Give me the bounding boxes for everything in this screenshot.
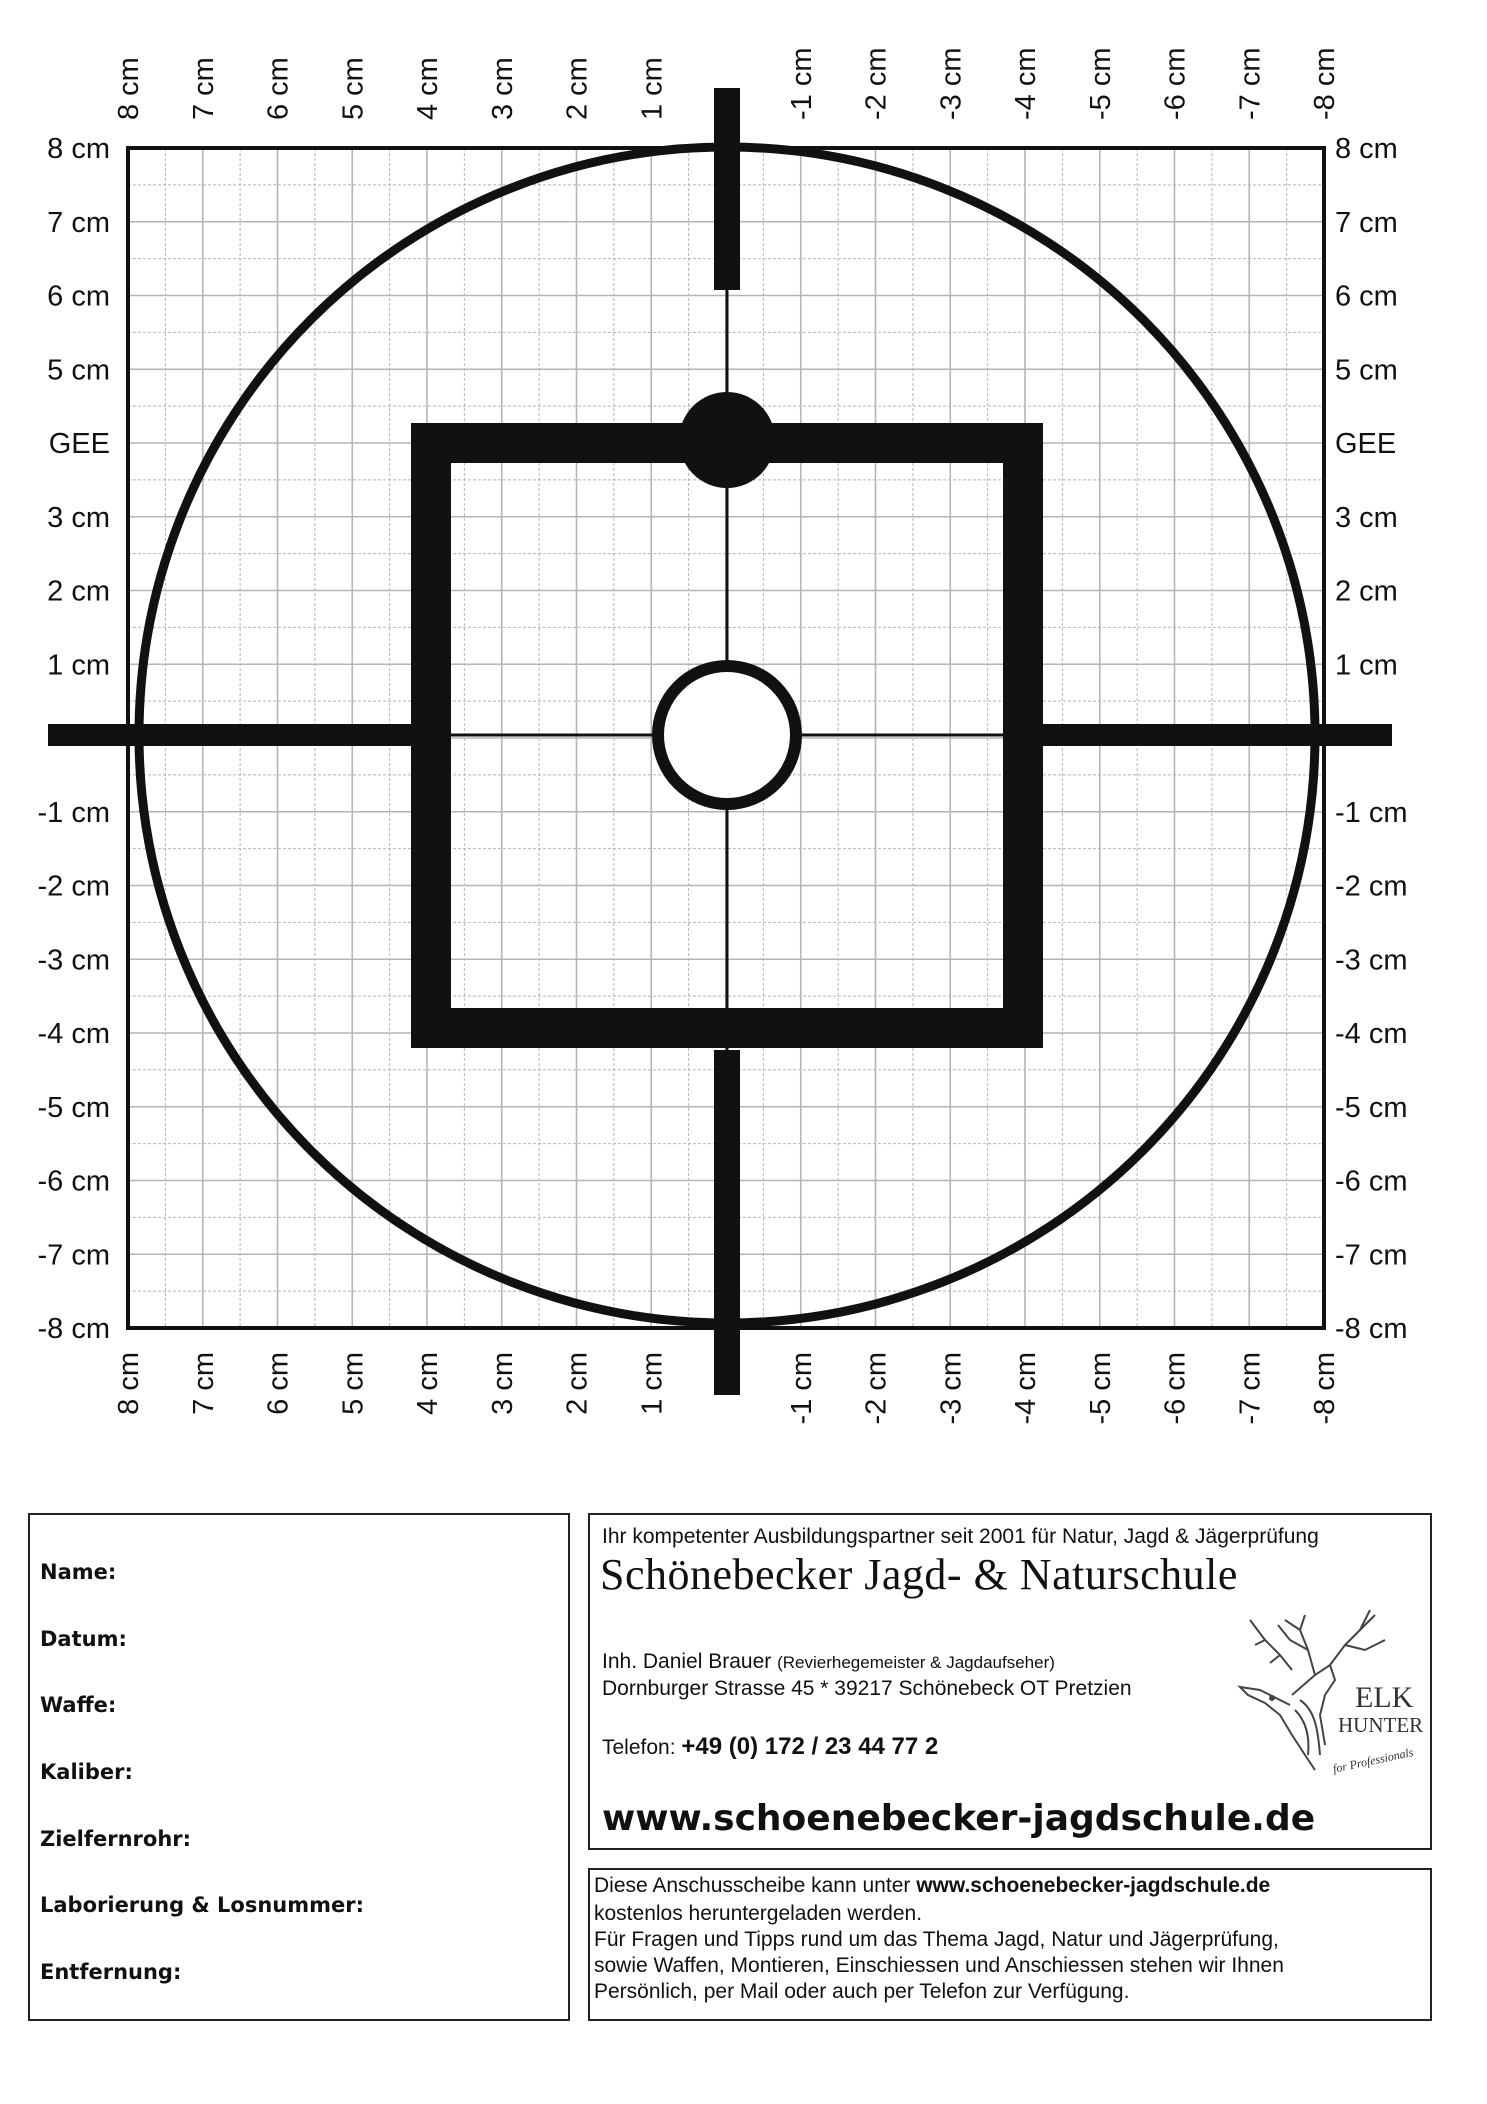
bottom-scale-label: -2 cm [860, 1352, 893, 1425]
note-line-2: kostenlos heruntergeladen werden. [594, 1902, 923, 1925]
bottom-scale-label: 8 cm [113, 1352, 145, 1415]
owner-line [602, 1650, 1055, 1674]
owner-name: Inh. Daniel Brauer [602, 1650, 772, 1673]
bottom-scale-label: 3 cm [486, 1352, 519, 1415]
top-scale-label: 6 cm [262, 57, 295, 120]
left-scale-label: 3 cm [47, 501, 110, 534]
top-scale-label: -8 cm [1309, 47, 1341, 120]
right-scale-label: -5 cm [1335, 1091, 1408, 1124]
right-scale-label: -2 cm [1335, 870, 1408, 903]
top-scale-label: 8 cm [113, 57, 145, 120]
left-scale-label: -5 cm [37, 1091, 110, 1124]
right-scale-label: 8 cm [1335, 133, 1398, 165]
aim-dot [679, 392, 775, 488]
top-scale-label: 3 cm [486, 57, 519, 120]
field-weapon-label: Waffe: [40, 1693, 117, 1717]
top-scale-label: -1 cm [785, 47, 818, 120]
right-scale-label: 6 cm [1335, 280, 1398, 313]
right-scale-label: -7 cm [1335, 1239, 1408, 1272]
bottom-scale-label: -1 cm [785, 1352, 818, 1425]
bottom-scale-label: 7 cm [187, 1352, 220, 1415]
field-name-label: Name: [40, 1560, 117, 1584]
right-scale-label: -6 cm [1335, 1165, 1408, 1198]
top-scale-label: 7 cm [187, 57, 220, 120]
bottom-scale-label: 1 cm [636, 1352, 669, 1415]
right-scale-label: 7 cm [1335, 206, 1398, 239]
school-info-box [588, 1513, 1432, 1850]
top-scale-label: -4 cm [1010, 47, 1042, 120]
top-scale-label: -3 cm [935, 47, 968, 120]
bottom-scale-label: 4 cm [412, 1352, 444, 1415]
field-distance-label: Entfernung: [40, 1960, 182, 1984]
note-line-1 [594, 1874, 1270, 1898]
note-website-link[interactable]: www.schoenebecker-jagdschule.de [916, 1874, 1271, 1897]
left-scale-label: -7 cm [37, 1239, 110, 1272]
left-scale-label: -6 cm [37, 1165, 110, 1198]
bottom-scale-label: -6 cm [1159, 1352, 1192, 1425]
note-line-3: Für Fragen und Tipps rund um das Thema Jagd, Natur und Jägerprüfung, [594, 1928, 1279, 1951]
left-scale-label: -1 cm [37, 796, 110, 829]
left-scale-label: -2 cm [37, 870, 110, 903]
right-scale-label: -3 cm [1335, 944, 1408, 977]
right-scale-label: -8 cm [1335, 1313, 1408, 1345]
bottom-scale-label: 2 cm [561, 1352, 594, 1415]
right-scale-label: -4 cm [1335, 1018, 1408, 1050]
logo-elk-text: ELK [1355, 1681, 1414, 1714]
top-scale-label: 2 cm [561, 57, 594, 120]
right-scale-label: GEE [1335, 428, 1397, 460]
right-scale-label: 1 cm [1335, 649, 1398, 682]
bottom-post [714, 1050, 740, 1395]
top-scale-label: -7 cm [1234, 47, 1267, 120]
left-post [48, 724, 412, 746]
left-scale-label: 7 cm [47, 206, 110, 239]
elk-hunter-logo [1220, 1595, 1425, 1785]
bottom-scale-label: -4 cm [1010, 1352, 1042, 1425]
field-caliber-label: Kaliber: [40, 1760, 133, 1784]
phone-number: +49 (0) 172 / 23 44 77 2 [681, 1733, 939, 1760]
bottom-scale-label: -3 cm [935, 1352, 968, 1425]
field-scope-label: Zielfernrohr: [40, 1827, 192, 1851]
shooter-info-form [28, 1513, 570, 2021]
top-scale-label: -2 cm [860, 47, 893, 120]
school-name: Schönebecker Jagd- & Naturschule [600, 1550, 1238, 1599]
field-date-label: Datum: [40, 1627, 127, 1651]
bottom-scale-label: 6 cm [262, 1352, 295, 1415]
bottom-scale-label: -7 cm [1234, 1352, 1267, 1425]
left-scale-label: -4 cm [37, 1018, 110, 1050]
logo-tagline-text: for Professionals [1331, 1745, 1415, 1776]
left-scale-label: 6 cm [47, 280, 110, 313]
top-scale-label: -6 cm [1159, 47, 1192, 120]
top-scale-label: 1 cm [636, 57, 669, 120]
field-load-label: Laborierung & Losnummer: [40, 1893, 365, 1917]
center-ring [658, 666, 796, 804]
top-post [714, 88, 740, 290]
phone-line [602, 1733, 938, 1761]
address: Dornburger Strasse 45 * 39217 Schönebeck OT Pretzien [602, 1677, 1132, 1700]
left-scale-label: 5 cm [47, 354, 110, 387]
note-line-5: Persönlich, per Mail oder auch per Telefon zur Verfügung. [594, 1980, 1130, 2003]
right-scale-label: 3 cm [1335, 501, 1398, 534]
phone-label: Telefon: [602, 1736, 676, 1759]
left-scale-label: GEE [48, 428, 110, 460]
bottom-scale-label: -8 cm [1309, 1352, 1341, 1425]
right-scale-label: 2 cm [1335, 575, 1398, 608]
top-scale-label: 5 cm [337, 57, 370, 120]
top-scale-label: -5 cm [1084, 47, 1117, 120]
note-line-4: sowie Waffen, Montieren, Einschiessen und Anschiessen stehen wir Ihnen [594, 1954, 1284, 1977]
right-post [1042, 724, 1392, 746]
left-scale-label: -8 cm [37, 1313, 110, 1345]
bottom-scale-label: -5 cm [1084, 1352, 1117, 1425]
left-scale-label: 8 cm [47, 133, 110, 165]
owner-role: (Revierhegemeister & Jagdaufseher) [777, 1653, 1055, 1672]
logo-hunter-text: HUNTER [1338, 1713, 1424, 1737]
website-link[interactable]: www.schoenebecker-jagdschule.de [602, 1798, 1316, 1839]
download-note-box [588, 1868, 1432, 2021]
top-scale-label: 4 cm [412, 57, 444, 120]
note-prefix: Diese Anschusscheibe kann unter [594, 1874, 911, 1897]
left-scale-label: 2 cm [47, 575, 110, 608]
right-scale-label: 5 cm [1335, 354, 1398, 387]
right-scale-label: -1 cm [1335, 796, 1408, 829]
tagline: Ihr kompetenter Ausbildungspartner seit 2001 für Natur, Jagd & Jägerprüfung [602, 1525, 1319, 1548]
left-scale-label: 1 cm [47, 649, 110, 682]
bottom-scale-label: 5 cm [337, 1352, 370, 1415]
left-scale-label: -3 cm [37, 944, 110, 977]
